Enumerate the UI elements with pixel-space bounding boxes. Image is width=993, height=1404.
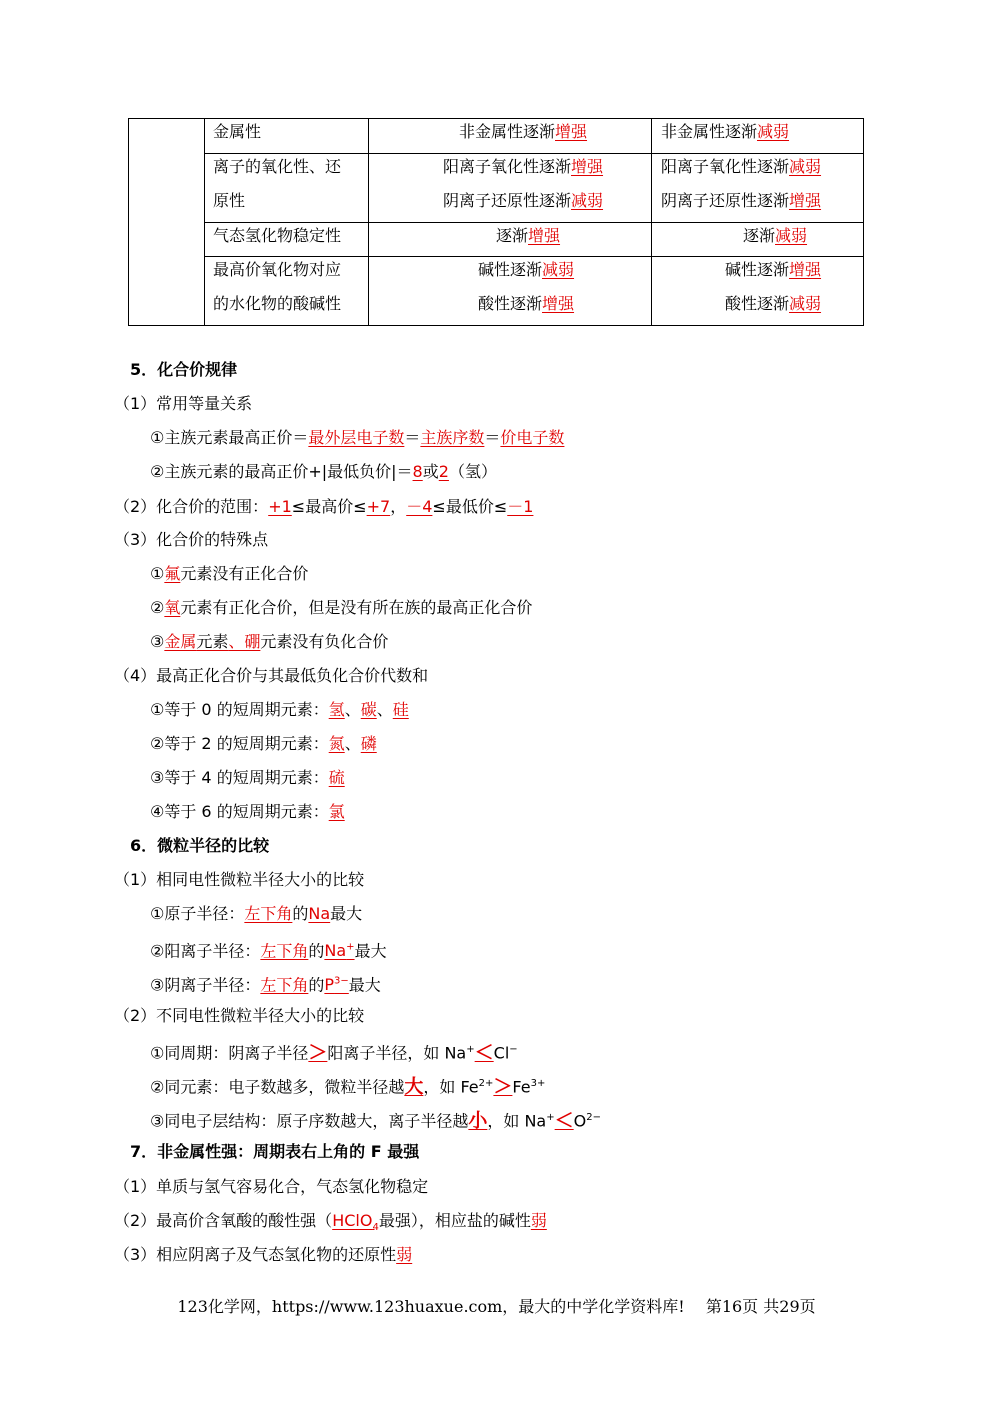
table-cell: 碱性逐渐增强: [725, 260, 822, 279]
table-cell: 阳离子氧化性逐渐增强: [443, 157, 604, 176]
row-label: 气态氢化物稳定性: [213, 226, 342, 245]
row-label: 的水化物的酸碱性: [213, 294, 342, 313]
table-cell: 阴离子还原性逐渐增强: [661, 191, 822, 210]
paragraph: （1）常用等量关系: [114, 394, 253, 413]
page-footer: 123化学网，https://www.123huaxue.com，最大的中学化学资料库! 第16页 共29页: [177, 1297, 816, 1316]
table-cell: 阴离子还原性逐渐减弱: [443, 191, 604, 210]
paragraph: （4）最高正化合价与其最低负化合价代数和: [114, 666, 429, 685]
table-cell: 酸性逐渐减弱: [725, 294, 822, 313]
paragraph: ①同周期：阴离子半径＞阳离子半径，如 Na+＜Cl−: [150, 1041, 518, 1064]
row-label: 最高价氧化物对应: [213, 260, 342, 279]
paragraph: （2）化合价的范围：+1≤最高价≤+7，－4≤最低价≤－1: [114, 497, 534, 516]
table-cell: 逐渐增强: [496, 226, 561, 245]
paragraph: ②氧元素有正化合价，但是没有所在族的最高正化合价: [150, 598, 533, 617]
paragraph: ③阴离子半径：左下角的$P^{3-}$最大: [150, 975, 381, 995]
table-cell: 碱性逐渐减弱: [478, 260, 575, 279]
row-label: 离子的氧化性、还: [213, 157, 342, 176]
paragraph: ②等于 2 的短周期元素：氮、磷: [150, 734, 377, 753]
paragraph: （3）化合价的特殊点: [114, 530, 269, 549]
paragraph: ②主族元素的最高正价+|最低负价|＝8或2（氢）: [150, 462, 497, 481]
property-table: [128, 118, 864, 326]
paragraph: ③等于 4 的短周期元素：硫: [150, 768, 345, 787]
paragraph: ①主族元素最高正价＝最外层电子数＝主族序数＝价电子数: [150, 428, 565, 447]
section-heading: 5．化合价规律: [130, 360, 238, 379]
paragraph: ③同电子层结构：原子序数越大，离子半径越小，如 $Na^+<O^{2-}$: [150, 1109, 601, 1132]
paragraph: ①等于 0 的短周期元素：氢、碳、硅: [150, 700, 409, 719]
paragraph: ②同元素：电子数越多，微粒半径越大，如 $Fe^{2+}>Fe^{3+}$: [150, 1075, 546, 1098]
table-cell: 非金属性逐渐减弱: [661, 122, 790, 141]
paragraph: ①原子半径：左下角的Na最大: [150, 904, 363, 923]
section-heading: 6．微粒半径的比较: [130, 836, 270, 855]
table-cell: 酸性逐渐增强: [478, 294, 575, 313]
paragraph: ④等于 6 的短周期元素：氯: [150, 802, 345, 821]
paragraph: （2）不同电性微粒半径大小的比较: [114, 1006, 365, 1025]
table-cell: 逐渐减弱: [743, 226, 808, 245]
section-heading: 7．非金属性强：周期表右上角的 F 最强: [130, 1142, 420, 1161]
paragraph: （1）相同电性微粒半径大小的比较: [114, 870, 365, 889]
paragraph: （2）最高价含氧酸的酸性强（HClO$_4$最强），相应盐的碱性弱: [114, 1211, 547, 1234]
paragraph: （1）单质与氢气容易化合，气态氢化物稳定: [114, 1177, 429, 1196]
row-label: 金属性: [213, 122, 262, 141]
row-label: 原性: [213, 191, 246, 210]
paragraph: ①氟元素没有正化合价: [150, 564, 309, 583]
table-cell: 阳离子氧化性逐渐减弱: [661, 157, 822, 176]
paragraph: ③金属元素、硼元素没有负化合价: [150, 632, 389, 651]
paragraph: ②阳离子半径：左下角的Na+最大: [150, 941, 387, 961]
paragraph: （3）相应阴离子及气态氢化物的还原性弱: [114, 1245, 413, 1264]
table-cell: 非金属性逐渐增强: [459, 122, 588, 141]
